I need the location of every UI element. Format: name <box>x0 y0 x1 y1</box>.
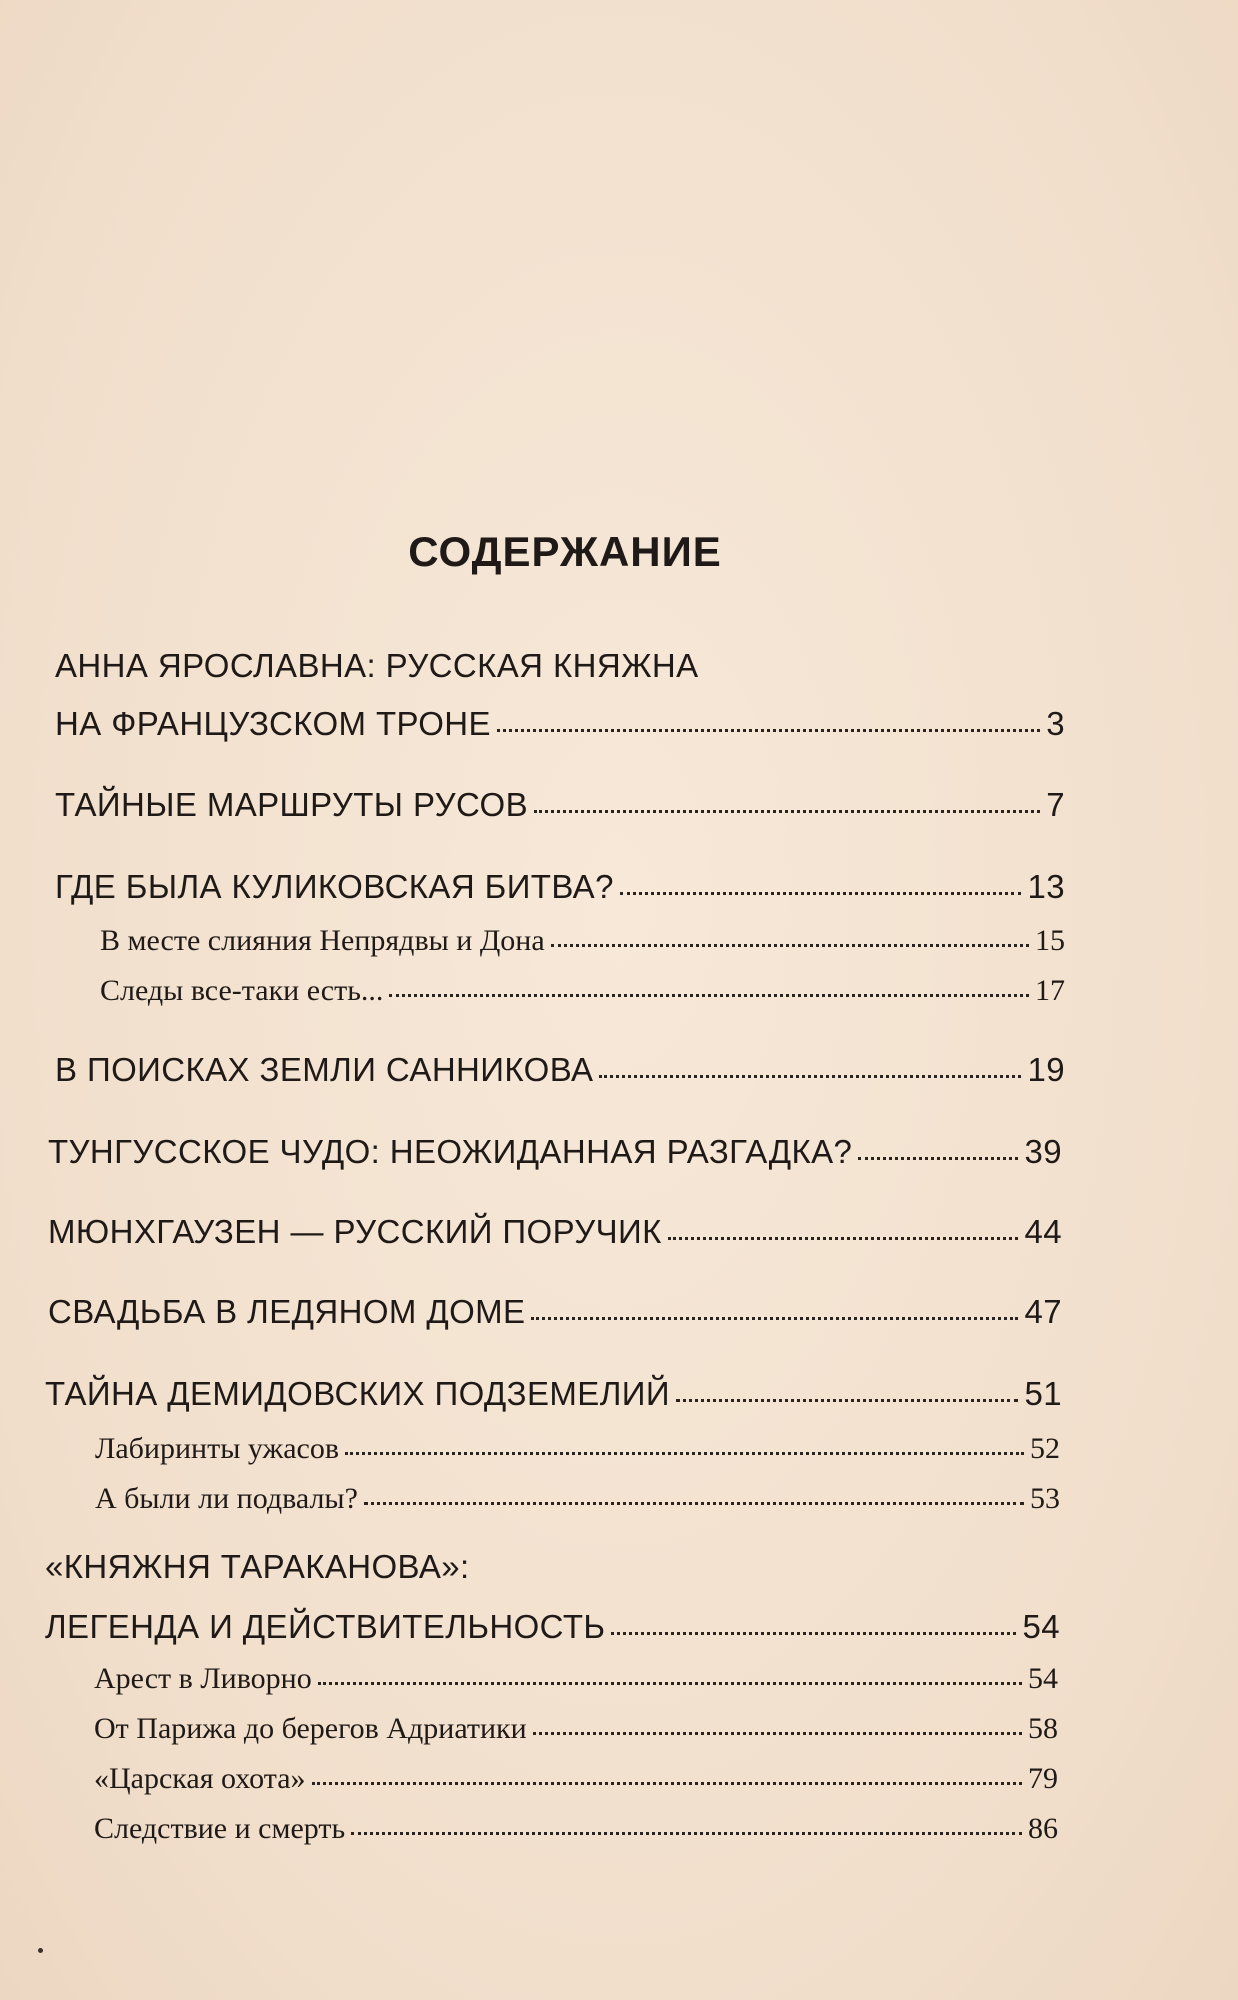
toc-entry-label: ГДЕ БЫЛА КУЛИКОВСКАЯ БИТВА? <box>55 868 614 905</box>
toc-entry-label: ЛЕГЕНДА И ДЕЙСТВИТЕЛЬНОСТЬ <box>45 1608 606 1645</box>
leader-dots <box>858 1157 1018 1160</box>
toc-entry-4[interactable] <box>55 1043 1065 1089</box>
toc-entry-1-line1: АННА ЯРОСЛАВНА: РУССКАЯ КНЯЖНА <box>55 647 699 684</box>
leader-dots <box>389 994 1029 997</box>
toc-entry-label: Следы все-таки есть... <box>100 974 384 1007</box>
toc-entry-label: От Парижа до берегов Адриатики <box>94 1712 527 1745</box>
toc-entry-page: 53 <box>1030 1482 1060 1515</box>
toc-entry-page: 3 <box>1046 705 1065 742</box>
leader-dots <box>611 1632 1016 1635</box>
toc-entry-label: В месте слияния Непрядвы и Дона <box>100 924 545 957</box>
leader-dots <box>676 1399 1018 1402</box>
toc-entry-page: 15 <box>1035 924 1065 957</box>
leader-dots <box>551 944 1029 947</box>
leader-dots <box>620 892 1022 895</box>
toc-subentry-8-2[interactable] <box>95 1470 1060 1516</box>
toc-subentry-9-4[interactable] <box>94 1800 1058 1846</box>
toc-entry-page: 79 <box>1028 1762 1058 1795</box>
toc-subentry-8-1[interactable] <box>95 1420 1060 1466</box>
toc-entry-page: 54 <box>1028 1662 1058 1695</box>
toc-subentry-9-2[interactable] <box>94 1700 1058 1746</box>
toc-entry-label: ТУНГУССКОЕ ЧУДО: НЕОЖИДАННАЯ РАЗГАДКА? <box>48 1133 853 1170</box>
leader-dots <box>668 1237 1019 1240</box>
toc-entry-page: 47 <box>1024 1293 1062 1330</box>
toc-subentry-9-1[interactable] <box>94 1650 1058 1696</box>
toc-entry-page: 7 <box>1046 786 1065 823</box>
toc-entry-page: 17 <box>1035 974 1065 1007</box>
leader-dots <box>534 810 1040 813</box>
toc-entry-label: Лабиринты ужасов <box>95 1432 339 1465</box>
toc-entry-label: СВАДЬБА В ЛЕДЯНОМ ДОМЕ <box>48 1293 526 1330</box>
leader-dots <box>312 1782 1022 1785</box>
toc-entry-label: Арест в Ливорно <box>94 1662 312 1695</box>
toc-entry-1[interactable] <box>55 697 1065 743</box>
toc-entry-label: НА ФРАНЦУЗСКОМ ТРОНЕ <box>55 705 491 742</box>
toc-entry-page: 54 <box>1022 1608 1060 1645</box>
leader-dots <box>364 1502 1024 1505</box>
toc-entry-page: 86 <box>1028 1812 1058 1845</box>
toc-entry-page: 19 <box>1027 1051 1065 1088</box>
ink-speck <box>38 1948 43 1953</box>
toc-entry-9[interactable] <box>45 1600 1060 1646</box>
toc-entry-8[interactable] <box>45 1367 1062 1413</box>
toc-entry-page: 39 <box>1024 1133 1062 1170</box>
leader-dots <box>351 1832 1022 1835</box>
leader-dots <box>318 1682 1022 1685</box>
toc-entry-label: В ПОИСКАХ ЗЕМЛИ САННИКОВА <box>55 1051 594 1088</box>
toc-entry-label: ТАЙНЫЕ МАРШРУТЫ РУСОВ <box>55 786 528 823</box>
toc-entry-label: МЮНХГАУЗЕН — РУССКИЙ ПОРУЧИК <box>48 1213 662 1250</box>
toc-entry-7[interactable] <box>48 1285 1062 1331</box>
toc-entry-page: 52 <box>1030 1432 1060 1465</box>
toc-entry-page: 51 <box>1024 1375 1062 1412</box>
toc-entry-page: 13 <box>1027 868 1065 905</box>
leader-dots <box>345 1452 1024 1455</box>
toc-entry-page: 58 <box>1028 1712 1058 1745</box>
leader-dots <box>533 1732 1022 1735</box>
toc-entry-5[interactable] <box>48 1125 1062 1171</box>
toc-entry-label: Следствие и смерть <box>94 1812 346 1845</box>
toc-subentry-3-1[interactable] <box>100 912 1065 958</box>
toc-entry-page: 44 <box>1024 1213 1062 1250</box>
leader-dots <box>531 1317 1018 1320</box>
toc-entry-9-line1: «КНЯЖНЯ ТАРАКАНОВА»: <box>45 1548 470 1585</box>
toc-entry-label: А были ли подвалы? <box>95 1482 358 1515</box>
toc-entry-3[interactable] <box>55 860 1065 906</box>
toc-subentry-9-3[interactable] <box>94 1750 1058 1796</box>
leader-dots <box>599 1075 1021 1078</box>
toc-entry-6[interactable] <box>48 1205 1062 1251</box>
toc-subentry-3-2[interactable] <box>100 962 1065 1008</box>
toc-title: СОДЕРЖАНИЕ <box>408 528 722 575</box>
toc-entry-label: ТАЙНА ДЕМИДОВСКИХ ПОДЗЕМЕЛИЙ <box>45 1375 671 1412</box>
toc-entry-2[interactable] <box>55 778 1065 824</box>
leader-dots <box>497 729 1040 732</box>
toc-entry-label: «Царская охота» <box>94 1762 306 1795</box>
